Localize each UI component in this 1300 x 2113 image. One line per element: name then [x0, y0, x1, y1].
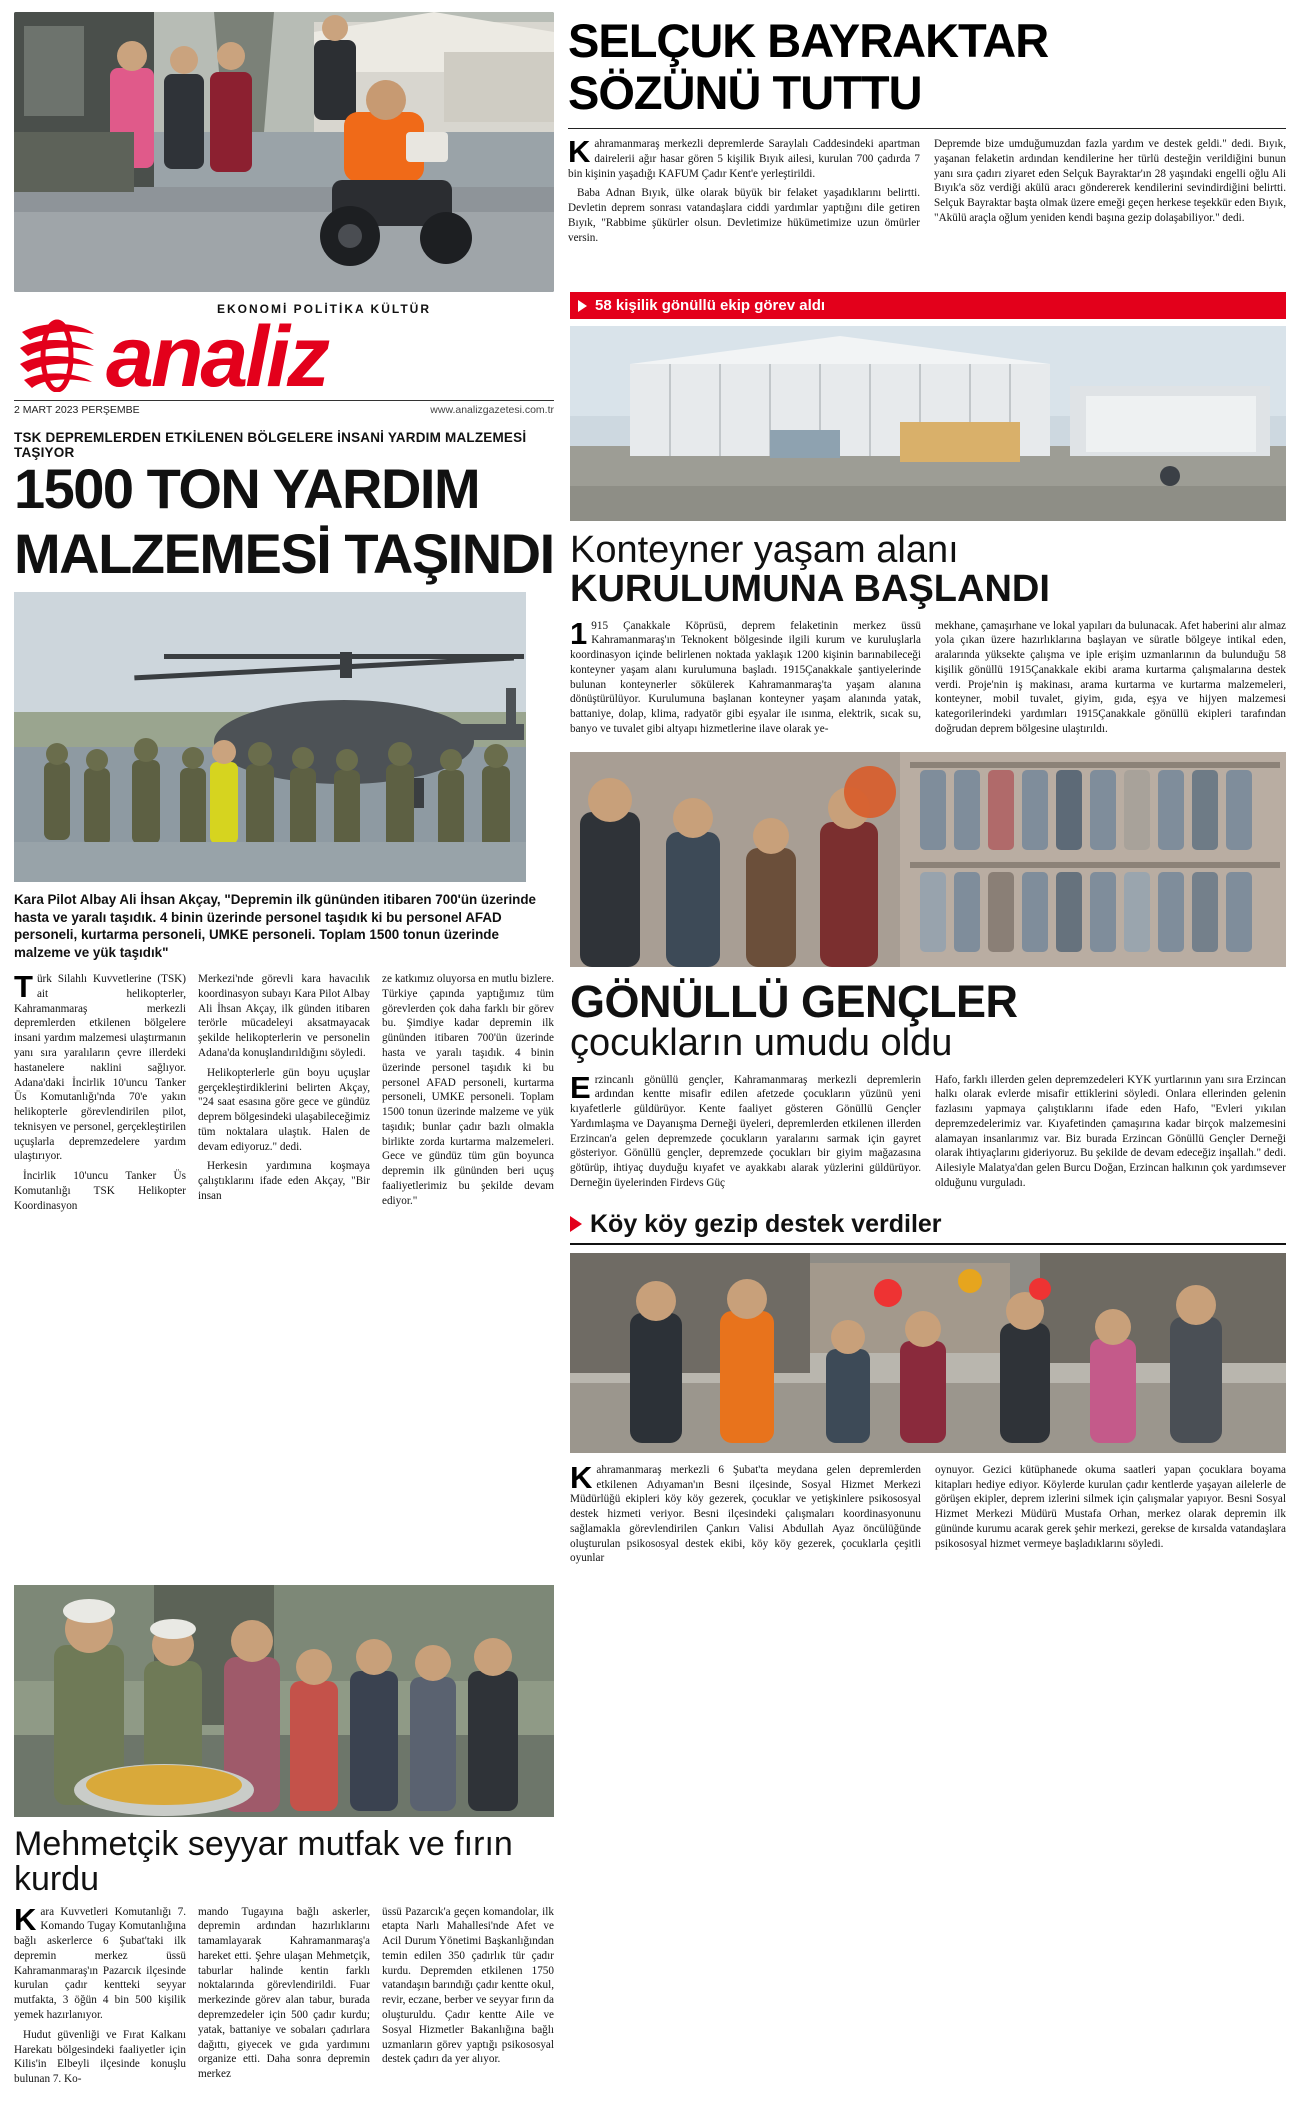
- masthead-website[interactable]: www.analizgazetesi.com.tr: [430, 404, 554, 416]
- container-col1: 1 915 Çanakkale Köprüsü, deprem felaketinin merkez üssü Kahramanmaraş'ın Teknokent bölgesinde ilgili kurum ve kuruluşlarla koordinasyon içinde belirlenen noktada yaklaşık 1200 kişinin barınabileceği konteyner yaşam alanı kurulumuna başladı. 1915Çanakkale şantiyelerinde bulunan konteynerler sökülerek Kahramanmaraş'ta yaşam alanına dönüştürülüyor. Kurulumuna başlanan konteyner yaşam alanında yatak, battaniye, dolap, klima, radyatör gibi eşyalar ile ısınma, elektrik, sıcak su, banyo ve tuvalet gibi altyapı hizmetlerine ilave olarak ye-: [570, 615, 921, 735]
- kitchen-body: [14, 1901, 554, 2092]
- masthead: [14, 302, 554, 416]
- lead-col1-p1: Türk Silahlı Kuvvetlerine (TSK) ait helikopterler, Kahramanmaraş merkezli depremlerden etkilenen bölgelere insani yardım malzemesi ulaştırmanın yanı sıra yaralıların çevre illerdeki hastanelere naklini sağlıyor. Adana'daki İncirlik 10'uncu Tanker Üs Komutanlığı'nda 70'e yakın helikopterle görevlendirilen pilot, teknisyen ve personel, gerçekleştirilen uçuşlarla depremzedelere yardım ulaştırıyor.: [14, 969, 186, 1163]
- village-col-2: [935, 1463, 1286, 1571]
- village-col1: Kahramanmaraş merkezli 6 Şubat'ta meydana gelen depremlerden etkilenen Adıyaman'ın Besni ilçesinde, Sosyal Hizmet Merkezi Müdürlüğü ekipleri köy köy gezerek, çocuklar ve yetişkinlere psikososyal destek hizmeti veriyor. Besni ilçesindeki çalışmaları koordinasyonunu sağlamakla görevlendirilen Çankırı Valisi Abdullah Ayaz öncülüğünde oluşturulan psikososyal destek ekibi, köy köy gezerek, çocuklarla çeşitli oyunlar: [570, 1459, 921, 1565]
- village-title-text: Köy köy gezip destek verdiler: [590, 1209, 942, 1238]
- lead-kicker: TSK DEPREMLERDEN ETKİLENEN BÖLGELERE İNSANİ YARDIM MALZEMESİ TAŞIYOR: [14, 430, 527, 460]
- village-col2: oynuyor. Gezici kütüphanede okuma saatleri yapan çocuklara boyama kitapları hediye ediyor. Köylerde kurulan çadır kentlerde yaşayan ailelerle de görüşen ekipler, deprem izlerini silmek için çalışmalar yapıyor. Besni Sosyal Hizmet Merkezi Müdürü Mustafa Orhan, merkez olarak depremin ilk gününde kurumu acarak gerek şehir merkezi, gerekse de kırsalda vatandaşlara psikososyal hizmet vermeye başladıklarını söyledi.: [935, 1463, 1286, 1550]
- top-photo-graphic: [14, 12, 554, 292]
- kitchen-col1-p2: Hudut güvenliği ve Fırat Kalkanı Harekatı bölgesindeki faaliyetler için Kilis'in Elbeyli ilçesinde konuşlu bulunan 7. Ko-: [14, 2028, 186, 2086]
- top-divider: [568, 128, 1286, 129]
- triangle-icon: [570, 1216, 582, 1232]
- container-title-line1: Konteyner yaşam alanı: [570, 529, 959, 571]
- youth-col1: Erzincanlı gönüllü gençler, Kahramanmaraş merkezli depremlerin ardından kentte misafir edilen afetzede çocukların yüzünü yeni kıyafetlerle güldürüyor. Kente faaliyet gösteren Gönüllü Gençler Yardımlaşma ve Dayanışma Derneği üyeleri, depremlerden etkilenen illerden Erzincan'a gelen depremzede çocukların yaralarını sarmak için gayret gösteriyor. Gönüllü gençler, depremzede çocukları bir giyim mağazasına götürüp, ihtiyaç duyduğu kıyafet ve ayakkabı alarak yüzlerini güldürüyor. Derneğin üyelerinden Firdevs Güç: [570, 1069, 921, 1189]
- kitchen-story: [14, 1585, 554, 2092]
- kitchen-col1-p1: Kara Kuvvetleri Komutanlığı 7. Komando Tugay Komutanlığına bağlı askerlerce 6 Şubat'taki ilk depremin merkez üssü Kahramanmaraş'ın Pazarcık ilçesinde kurulan çadır kentteki seyyar mutfakta, 3 öğün 4 bin 500 kişilik yemek hazırlanıyor.: [14, 1901, 186, 2022]
- dropcap: T: [14, 969, 33, 1005]
- kitchen-title: Mehmetçik seyyar mutfak ve fırın kurdu: [14, 1825, 513, 1898]
- masthead-date: 2 MART 2023 PERŞEMBE: [14, 404, 140, 416]
- top-col-1: [568, 134, 920, 250]
- dropcap: E: [570, 1069, 591, 1105]
- lead-col1-p2: İncirlik 10'uncu Tanker Üs Komutanlığı TSK Helikopter Koordinasyon: [14, 1170, 186, 1212]
- youth-col2: Hafo, farklı illerden gelen depremzedeleri KYK yurtlarının yanı sıra Erzincan halkı olarak evlerde misafir ettiklerini söyledi. Onlara ellerinden gelenin fazlasını yapmaya çalıştıklarını ifade eden Hafo, "Evleri yıkılan depremzedelerimiz var. Kıyafetinden çamaşırına kadar birçok malzemesini alamayan insanlarımız var. Biz burada Erzincan Gönüllü Gençler Derneği olarak ihtiyaçlarını gideriyoruz. Bu şekilde de devam edeceğiz inşallah." dedi. Ailesiyle Malatya'dan gelen Burcu Doğan, Erzincan halkının çok yardımsever olduğunu vurguladı.: [935, 1073, 1286, 1189]
- dropcap: K: [14, 1901, 37, 1937]
- lead-headline-line2: MALZEMESİ TAŞINDI: [14, 521, 554, 585]
- container-col-1: [570, 615, 921, 742]
- field-kitchen-photo-graphic: [14, 1585, 554, 1817]
- kitchen-col-3: [382, 1905, 554, 2092]
- lead-col2-p2: Helikopterlerle gün boyu uçuşlar gerçekleştirdiklerini belirten Akçay, "24 saat esasına göre gece ve gündüz deprem bölgesindeki ulaşabileceğimiz tüm noktalara ulaştık. Halen de devam ediyoruz." dedi.: [198, 1066, 370, 1153]
- youth-story-photo: [570, 752, 1286, 967]
- top-col1-p1: Kahramanmaraş merkezli depremlerde Saraylalı Caddesindeki apartman dairelerii ağır hasar gören 5 kişilik Bıyık ailesi, kurulan 700 çadırda 7 bin kişinin yaşadığı KAFUM Çadır Kent'e yerleştirildi.: [568, 134, 920, 180]
- container-title-line2: KURULUMUNA BAŞLANDI: [570, 567, 1050, 610]
- lead-col2-p1: Merkezi'nde görevli kara havacılık koordinasyon subayı Kara Pilot Albay Ali İhsan Akçay, ilk günden itibaren terörle mücadeleyi aksatmayacak şekilde helikopterlerin ve personelin Adana'da konuşlandırıldığını söyledi.: [198, 973, 370, 1059]
- left-column: [14, 292, 554, 1571]
- right-column: [570, 292, 1286, 1571]
- top-story-photo: [14, 12, 554, 292]
- lead-headline-line1: 1500 TON YARDIM: [14, 457, 480, 520]
- bottom-right-spacer: [570, 1585, 1286, 2092]
- top-headline-line2: SÖZÜNÜ TUTTU: [568, 66, 922, 120]
- dropcap: 1: [570, 615, 588, 651]
- youth-title-line2: çocukların umudu oldu: [570, 1021, 953, 1064]
- lead-col3-p1: ze katkımız oluyorsa en mutlu bizlere. Türkiye çapında yaptığımız tüm görevlerden çok daha farklı bir görev bu. Şimdiye kadar depremin ilk gününden itibaren 700'ün üzerinde hasta ve yaralı taşıdık. 4 binin üzerinde personel taşıdık ki bu personel AFAD personeli, kurtarma personeli, UMKE personeli. Toplam 1500 tonun üzerinde malzeme ve yük taşıdık; bunlar çadır bazlı olmakla birlikte zorda kurtarma malzemeleri. Gece ve gündüz tüm gün boyunca depremin ilk gününden beri uçuş faaliyetlerimiz bu şekilde devam ediyor.": [382, 973, 554, 1207]
- container-flag-label: 58 kişilik gönüllü ekip görev aldı: [595, 297, 826, 314]
- top-col1-p2: Baba Adnan Bıyık, ülke olarak büyük bir felaket yaşadıklarını belirtti. Devletin deprem sonrası vatandaşlara ciddi yardımlar yaptığını dile getiren Bıyık, "Rabbime şükürler olsun. Devletimize hükümetimize uzun ömürler versin.: [568, 187, 920, 244]
- lead-body-columns: [14, 969, 554, 1219]
- lead-story-photo: [14, 592, 526, 882]
- container-story-flag: [570, 292, 1286, 319]
- globe-swirl-icon: [14, 318, 100, 392]
- container-photo-graphic: [570, 326, 1286, 521]
- top-col2-p1: Depremde bize umduğumuzdan fazla yardım ve destek geldi." dedi. Bıyık, yaşanan felaketin ardından kendilerine her türlü desteğin verildiğini bunun yanı sıra çadırı ziyaret eden Selçuk Bayraktar'ın 28 yaşındaki engelli oğlu Ali Bıyık'a söz verdiği akülü aracı göndererek kendilerini sevindirdiğini belirtti. Selçuk Bayraktar başta olmak üzere emeği geçen herkese teşekkür eden Bıyık, "Akülü araçla oğlum yeniden kendi başına gezip dolaşabiliyor." dedi.: [934, 138, 1286, 224]
- container-story-photo: [570, 326, 1286, 521]
- kitchen-col-2: [198, 1905, 370, 2092]
- village-body: [570, 1459, 1286, 1571]
- lead-col2-p3: Herkesin yardımına koşmaya çalıştıklarını ifade eden Akçay, "Bir insan: [198, 1160, 370, 1202]
- youth-col-1: [570, 1069, 921, 1196]
- kitchen-col3: üssü Pazarcık'a geçen komandolar, ilk etapta Narlı Mahallesi'nde Afet ve Acil Durum Yönetimi Başkanlığından temin edilen 350 çadırlık tür çadır kurdu. Depremden etkilenen 1750 vatandaşın barındığı çadır kentte okul, revir, eczane, berber ve seyyar fırın da oluşturuldu. Çadır kentte Aile ve Sosyal Hizmetler Bakanlığına bağlı uzmanların görev yaptığı psikososyal destek çadırı da yer alıyor.: [382, 1905, 554, 2066]
- village-photo-graphic: [570, 1253, 1286, 1453]
- youth-body: [570, 1069, 1286, 1196]
- container-col2: mekhane, çamaşırhane ve lokal yapıları da bulunacak. Afet haberini alır almaz yola çıkan üzere hazırlıklarına başlayan ve süratle bölgeye intikal eden, aralarında yüksekte çalışma ve iple erişim uzmanlarının da bulunduğu 58 kişilik gönüllü 1915Çanakkale ekibi arama kurtarma çalışmalarına destek verdi. Proje'nin iş makinası, arama kurtarma ve kurtarma malzemeleri, konteyner, mobil tuvalet, giyim, gıda, eşya ve hijyen malzemesi kategorilerindeki yardımları 1915Çanakkale gönüllü ekipleri tarafından doğrudan deprem bölgesine ulaştırıldı.: [935, 619, 1287, 735]
- kitchen-story-photo: [14, 1585, 554, 1817]
- youth-col-2: [935, 1073, 1286, 1196]
- village-story-title: [570, 1210, 1286, 1245]
- top-section: [0, 0, 1300, 292]
- kitchen-col-1: [14, 1901, 186, 2092]
- analiz-logo-icon: [14, 318, 100, 392]
- lead-col-3: [382, 972, 554, 1219]
- masthead-kicker: EKONOMİ POLİTİKA KÜLTÜR: [217, 302, 431, 316]
- village-story-photo: [570, 1253, 1286, 1453]
- kitchen-col2: mando Tugayına bağlı askerler, depremin ardından hazırlıklarını tamamlayarak Kahramanmaraş'a hareket etti. Şehre ulaşan Mehmetçik, taburlar halinde kentin farklı noktalarında görevlendirildi. Fuar merkezinde görev alan tabur, burada depremzedeler için 500 çadır kurdu; yatak, battaniye ve sobaları çadırlara dağıttı, giyecek ve gıda yardımını organize etti. Daha sonra depremin merkez: [198, 1905, 370, 2081]
- top-story-text: [568, 12, 1286, 292]
- top-headline-line1: SELÇUK BAYRAKTAR: [568, 14, 1049, 67]
- youth-title-line1: GÖNÜLLÜ GENÇLER: [570, 975, 1018, 1027]
- dropcap: K: [568, 134, 591, 170]
- lead-col-2: [198, 972, 370, 1219]
- village-col-1: [570, 1459, 921, 1571]
- triangle-icon: [578, 300, 587, 312]
- helicopter-photo-graphic: [14, 592, 526, 882]
- bottom-section: [0, 1571, 1300, 2108]
- lead-caption: Kara Pilot Albay Ali İhsan Akçay, "Depremin ilk gününden itibaren 700'ün üzerinde hasta ve yaralı taşıdık. 4 binin üzerinde personel taşıdık ki bu personel AFAD personeli, kurtarma personeli, UMKE personeli. Toplam 1500 tonun üzerinde malzeme ve yük taşıdık": [14, 891, 536, 961]
- dropcap: K: [570, 1459, 593, 1495]
- clothing-store-photo-graphic: [570, 752, 1286, 967]
- container-col-2: [935, 619, 1286, 742]
- main-section: [0, 292, 1300, 1571]
- lead-col-1: [14, 969, 186, 1219]
- masthead-title: analiz: [106, 309, 327, 406]
- top-col-2: [934, 137, 1286, 250]
- container-body: [570, 615, 1287, 742]
